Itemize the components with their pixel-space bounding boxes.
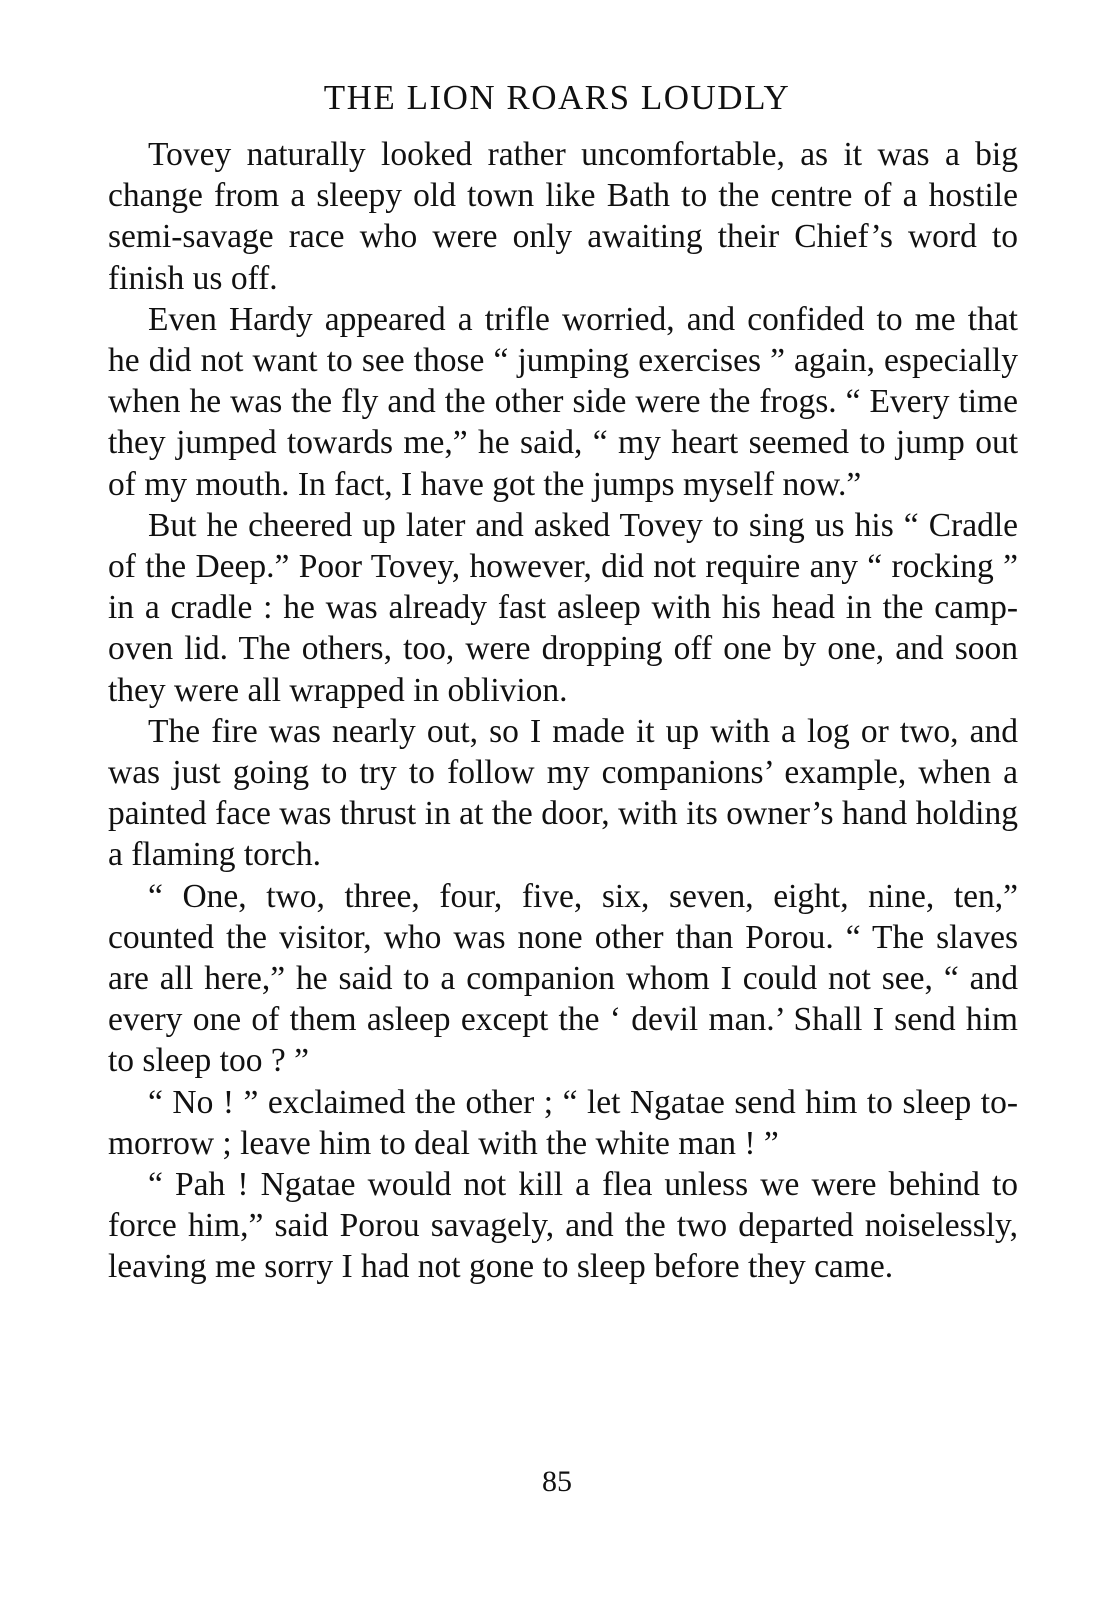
paragraph: “ Pah ! Ngatae would not kill a flea unless we were behind to force him,” said Porou savagely, and the two departed noiselessly, leaving me sorry I had not gone to sleep before they came. — [108, 1166, 1018, 1286]
running-head: THE LION ROARS LOUDLY — [323, 78, 791, 117]
paragraph: “ No ! ” exclaimed the other ; “ let Ngatae send him to sleep to-morrow ; leave him to deal with the white man ! ” — [108, 1083, 1018, 1162]
paragraph: “ One, two, three, four, five, six, seven, eight, nine, ten,” counted the visitor, who was none other than Porou. “ The slaves are all here,” he said to a companion whom I could not see, “ and every one of them asleep except the ‘ devil man.’ Shall I send him to sleep too ? ” — [108, 877, 1018, 1080]
paragraph: Tovey naturally looked rather uncomfortable, as it was a big change from a sleepy old town like Bath to the centre of a hostile semi-savage race who were only awaiting their Chief’s word to finish us off. — [108, 136, 1018, 297]
paragraph: The fire was nearly out, so I made it up with a log or two, and was just going to try to follow my companions’ example, when a painted face was thrust in at the door, with its owner’s hand holding a flaming torch. — [108, 712, 1018, 874]
body-text — [108, 134, 1018, 1288]
paragraph: But he cheered up later and asked Tovey to sing us his “ Cradle of the Deep.” Poor Tovey, however, did not require any “ rocking ” in a cradle : he was already fast asleep with his head in the camp-oven lid. The others, too, were dropping off one by one, and soon they were all wrapped in oblivion. — [108, 506, 1018, 709]
paragraph: Even Hardy appeared a trifle worried, and confided to me that he did not want to see those “ jumping exercises ” again, especially when he was the fly and the other side were the frogs. “ Every time they jumped towards me,” he said, “ my heart seemed to jump out of my mouth. In fact, I have got the jumps myself now.” — [108, 300, 1018, 503]
page-number: 85 — [542, 1465, 572, 1498]
